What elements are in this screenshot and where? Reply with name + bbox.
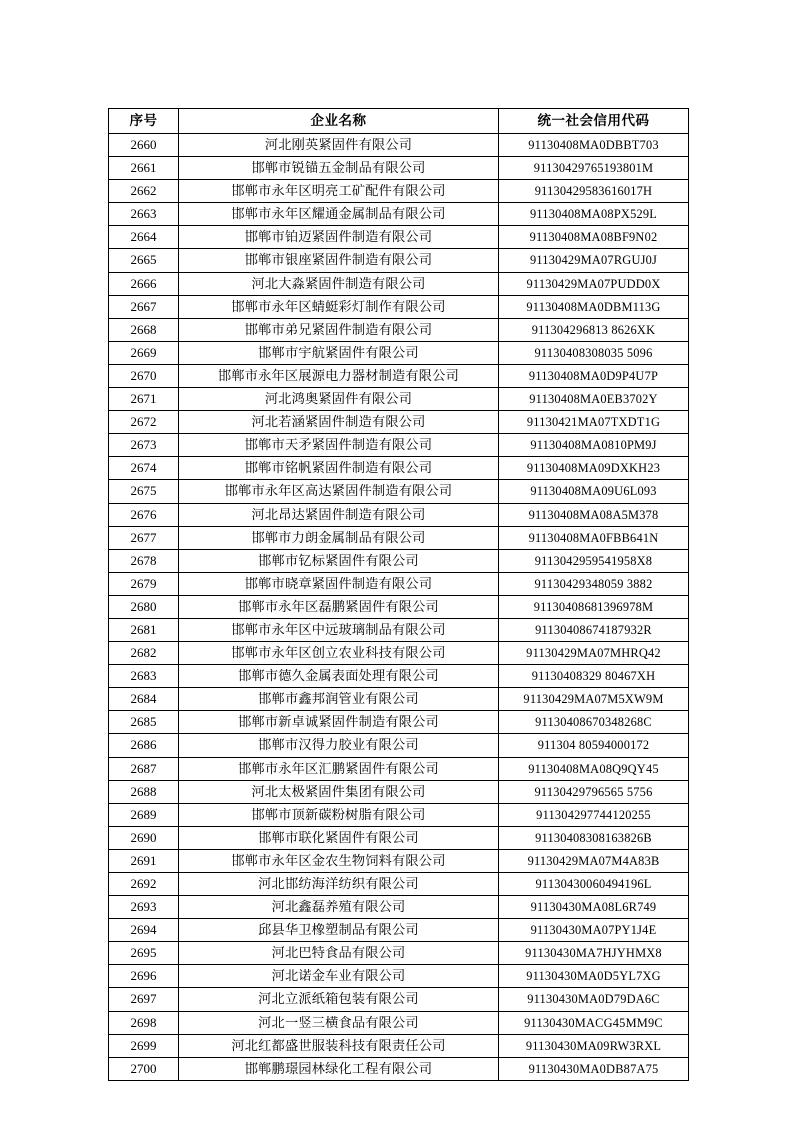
cell-enterprise-name: 邯郸市永年区金农生物饲料有限公司	[179, 849, 499, 872]
table-header	[109, 109, 689, 134]
cell-credit-code: 91130408670348268C	[499, 711, 689, 734]
cell-sequence: 2662	[109, 180, 179, 203]
cell-credit-code: 91130408MA08Q9QY45	[499, 757, 689, 780]
cell-sequence: 2697	[109, 988, 179, 1011]
cell-enterprise-name: 邯郸市永年区磊鹏紧固件有限公司	[179, 595, 499, 618]
cell-enterprise-name: 河北刚英紧固件有限公司	[179, 134, 499, 157]
cell-credit-code: 91130429MA07M5XW9M	[499, 688, 689, 711]
table-row	[109, 711, 689, 734]
cell-sequence: 2670	[109, 364, 179, 387]
cell-sequence: 2672	[109, 411, 179, 434]
enterprise-registry-table	[108, 108, 689, 1081]
cell-credit-code: 91130430MA0DB87A75	[499, 1057, 689, 1080]
table-row	[109, 503, 689, 526]
cell-credit-code: 91130430MA0D5YL7XG	[499, 965, 689, 988]
table-row	[109, 549, 689, 572]
cell-sequence: 2663	[109, 203, 179, 226]
cell-credit-code: 91130408681396978M	[499, 595, 689, 618]
table-row	[109, 849, 689, 872]
cell-enterprise-name: 河北一竖三横食品有限公司	[179, 1011, 499, 1034]
cell-sequence: 2693	[109, 896, 179, 919]
table-row	[109, 595, 689, 618]
cell-enterprise-name: 河北鸿奥紧固件有限公司	[179, 388, 499, 411]
cell-enterprise-name: 邯郸市永年区展源电力器材制造有限公司	[179, 364, 499, 387]
cell-sequence: 2695	[109, 942, 179, 965]
cell-credit-code: 91130408674187932R	[499, 618, 689, 641]
table-row	[109, 457, 689, 480]
cell-sequence: 2674	[109, 457, 179, 480]
cell-sequence: 2675	[109, 480, 179, 503]
cell-credit-code: 91130408MA0DBBT703	[499, 134, 689, 157]
cell-credit-code: 91130421MA07TXDT1G	[499, 411, 689, 434]
cell-credit-code: 91130430MA08L6R749	[499, 896, 689, 919]
cell-credit-code: 91130429MA07M4A83B	[499, 849, 689, 872]
table-body	[109, 134, 689, 1081]
cell-enterprise-name: 河北邯纺海洋纺织有限公司	[179, 873, 499, 896]
table-row	[109, 665, 689, 688]
cell-sequence: 2666	[109, 272, 179, 295]
cell-sequence: 2671	[109, 388, 179, 411]
cell-enterprise-name: 邯郸市钇标紧固件有限公司	[179, 549, 499, 572]
cell-enterprise-name: 河北立派纸箱包装有限公司	[179, 988, 499, 1011]
cell-sequence: 2686	[109, 734, 179, 757]
table-row	[109, 688, 689, 711]
cell-enterprise-name: 邯郸市锐锚五金制品有限公司	[179, 157, 499, 180]
cell-credit-code: 91130408MA0EB3702Y	[499, 388, 689, 411]
cell-credit-code: 91130429MA07PUDD0X	[499, 272, 689, 295]
cell-enterprise-name: 邯郸市弟兄紧固件制造有限公司	[179, 318, 499, 341]
table-row	[109, 965, 689, 988]
table-row	[109, 826, 689, 849]
cell-credit-code: 91130429MA07MHRQ42	[499, 642, 689, 665]
cell-credit-code: 91130408308163826B	[499, 826, 689, 849]
cell-enterprise-name: 邯郸市晓章紧固件制造有限公司	[179, 572, 499, 595]
cell-enterprise-name: 邯郸市银座紧固件制造有限公司	[179, 249, 499, 272]
cell-credit-code: 91130408MA09U6L093	[499, 480, 689, 503]
table-row	[109, 226, 689, 249]
table-row	[109, 757, 689, 780]
table-row	[109, 180, 689, 203]
cell-enterprise-name: 邯郸市力朗金属制品有限公司	[179, 526, 499, 549]
table-row	[109, 341, 689, 364]
table-row	[109, 942, 689, 965]
cell-sequence: 2668	[109, 318, 179, 341]
cell-sequence: 2698	[109, 1011, 179, 1034]
table-row	[109, 480, 689, 503]
cell-enterprise-name: 邯郸市永年区高达紧固件制造有限公司	[179, 480, 499, 503]
cell-credit-code: 91130408308035 5096	[499, 341, 689, 364]
cell-credit-code: 91130408MA0DBM113G	[499, 295, 689, 318]
table-row	[109, 988, 689, 1011]
cell-credit-code: 91130429583616017H	[499, 180, 689, 203]
cell-enterprise-name: 邯郸市鑫邦润管业有限公司	[179, 688, 499, 711]
cell-credit-code: 91130430MACG45MM9C	[499, 1011, 689, 1034]
table-row	[109, 734, 689, 757]
cell-enterprise-name: 河北巴特食品有限公司	[179, 942, 499, 965]
cell-sequence: 2692	[109, 873, 179, 896]
cell-enterprise-name: 邯郸市永年区明亮工矿配件有限公司	[179, 180, 499, 203]
table-row	[109, 780, 689, 803]
cell-enterprise-name: 邯郸市永年区汇鹏紧固件有限公司	[179, 757, 499, 780]
cell-enterprise-name: 邯郸市永年区创立农业科技有限公司	[179, 642, 499, 665]
cell-sequence: 2700	[109, 1057, 179, 1080]
table-row	[109, 526, 689, 549]
cell-sequence: 2685	[109, 711, 179, 734]
table-row	[109, 434, 689, 457]
cell-credit-code: 91130429796565 5756	[499, 780, 689, 803]
cell-sequence: 2682	[109, 642, 179, 665]
table-row	[109, 572, 689, 595]
cell-credit-code: 91130429348059 3882	[499, 572, 689, 595]
table-container	[108, 108, 688, 1081]
table-row	[109, 803, 689, 826]
cell-enterprise-name: 邱县华卫橡塑制品有限公司	[179, 919, 499, 942]
cell-enterprise-name: 邯郸市永年区蜻蜓彩灯制作有限公司	[179, 295, 499, 318]
table-row	[109, 364, 689, 387]
cell-enterprise-name: 邯郸市宇航紧固件有限公司	[179, 341, 499, 364]
table-row	[109, 203, 689, 226]
cell-sequence: 2661	[109, 157, 179, 180]
cell-sequence: 2677	[109, 526, 179, 549]
cell-enterprise-name: 河北大淼紧固件制造有限公司	[179, 272, 499, 295]
cell-sequence: 2680	[109, 595, 179, 618]
cell-sequence: 2667	[109, 295, 179, 318]
cell-sequence: 2676	[109, 503, 179, 526]
cell-sequence: 2665	[109, 249, 179, 272]
cell-enterprise-name: 邯郸市天矛紧固件制造有限公司	[179, 434, 499, 457]
cell-credit-code: 91130430MA0D79DA6C	[499, 988, 689, 1011]
cell-credit-code: 91130408MA08A5M378	[499, 503, 689, 526]
table-header-row	[109, 109, 689, 134]
cell-sequence: 2684	[109, 688, 179, 711]
cell-enterprise-name: 邯郸市铂迈紧固件制造有限公司	[179, 226, 499, 249]
cell-sequence: 2691	[109, 849, 179, 872]
table-row	[109, 249, 689, 272]
cell-sequence: 2679	[109, 572, 179, 595]
table-row	[109, 642, 689, 665]
column-header-enterprise-name: 企业名称	[179, 109, 499, 134]
cell-sequence: 2660	[109, 134, 179, 157]
cell-sequence: 2669	[109, 341, 179, 364]
cell-sequence: 2690	[109, 826, 179, 849]
cell-sequence: 2694	[109, 919, 179, 942]
table-row	[109, 1034, 689, 1057]
table-row	[109, 896, 689, 919]
cell-enterprise-name: 邯郸市永年区中远玻璃制品有限公司	[179, 618, 499, 641]
cell-sequence: 2689	[109, 803, 179, 826]
cell-sequence: 2688	[109, 780, 179, 803]
cell-enterprise-name: 邯郸市顶新碳粉树脂有限公司	[179, 803, 499, 826]
cell-credit-code: 91130408MA0810PM9J	[499, 434, 689, 457]
cell-credit-code: 91130430060494196L	[499, 873, 689, 896]
cell-sequence: 2673	[109, 434, 179, 457]
cell-credit-code: 911304296813 8626XK	[499, 318, 689, 341]
cell-enterprise-name: 河北红都盛世服装科技有限责任公司	[179, 1034, 499, 1057]
table-row	[109, 295, 689, 318]
cell-credit-code: 91130429765193801M	[499, 157, 689, 180]
cell-sequence: 2687	[109, 757, 179, 780]
cell-enterprise-name: 邯郸市新卓诚紧固件制造有限公司	[179, 711, 499, 734]
cell-enterprise-name: 河北鑫磊养殖有限公司	[179, 896, 499, 919]
cell-credit-code: 91130430MA07PY1J4E	[499, 919, 689, 942]
cell-enterprise-name: 邯郸市永年区耀通金属制品有限公司	[179, 203, 499, 226]
cell-sequence: 2683	[109, 665, 179, 688]
cell-credit-code: 91130408329 80467XH	[499, 665, 689, 688]
cell-credit-code: 911304 80594000172	[499, 734, 689, 757]
cell-credit-code: 91130408MA0FBB641N	[499, 526, 689, 549]
table-row	[109, 1011, 689, 1034]
cell-credit-code: 91130408MA08BF9N02	[499, 226, 689, 249]
table-row	[109, 873, 689, 896]
table-row	[109, 618, 689, 641]
cell-credit-code: 91130430MA7HJYHMX8	[499, 942, 689, 965]
table-row	[109, 411, 689, 434]
cell-enterprise-name: 河北若涵紧固件制造有限公司	[179, 411, 499, 434]
cell-sequence: 2699	[109, 1034, 179, 1057]
table-row	[109, 134, 689, 157]
cell-credit-code: 91130408MA09DXKH23	[499, 457, 689, 480]
table-row	[109, 318, 689, 341]
cell-credit-code: 91130408MA08PX529L	[499, 203, 689, 226]
cell-credit-code: 91130429MA07RGUJ0J	[499, 249, 689, 272]
table-row	[109, 919, 689, 942]
column-header-sequence: 序号	[109, 109, 179, 134]
cell-sequence: 2696	[109, 965, 179, 988]
column-header-credit-code: 统一社会信用代码	[499, 109, 689, 134]
cell-credit-code: 91130408MA0D9P4U7P	[499, 364, 689, 387]
cell-credit-code: 911304297744120255	[499, 803, 689, 826]
table-row	[109, 1057, 689, 1080]
cell-sequence: 2678	[109, 549, 179, 572]
cell-credit-code: 91130430MA09RW3RXL	[499, 1034, 689, 1057]
cell-sequence: 2681	[109, 618, 179, 641]
cell-enterprise-name: 邯郸市德久金属表面处理有限公司	[179, 665, 499, 688]
cell-enterprise-name: 河北昂达紧固件制造有限公司	[179, 503, 499, 526]
cell-sequence: 2664	[109, 226, 179, 249]
table-row	[109, 157, 689, 180]
cell-enterprise-name: 河北诺金车业有限公司	[179, 965, 499, 988]
table-row	[109, 272, 689, 295]
cell-credit-code: 9113042959541958X8	[499, 549, 689, 572]
cell-enterprise-name: 邯郸市联化紧固件有限公司	[179, 826, 499, 849]
cell-enterprise-name: 邯郸鹏璟园林绿化工程有限公司	[179, 1057, 499, 1080]
cell-enterprise-name: 河北太极紧固件集团有限公司	[179, 780, 499, 803]
cell-enterprise-name: 邯郸市铭帆紧固件制造有限公司	[179, 457, 499, 480]
cell-enterprise-name: 邯郸市汉得力胶业有限公司	[179, 734, 499, 757]
table-row	[109, 388, 689, 411]
